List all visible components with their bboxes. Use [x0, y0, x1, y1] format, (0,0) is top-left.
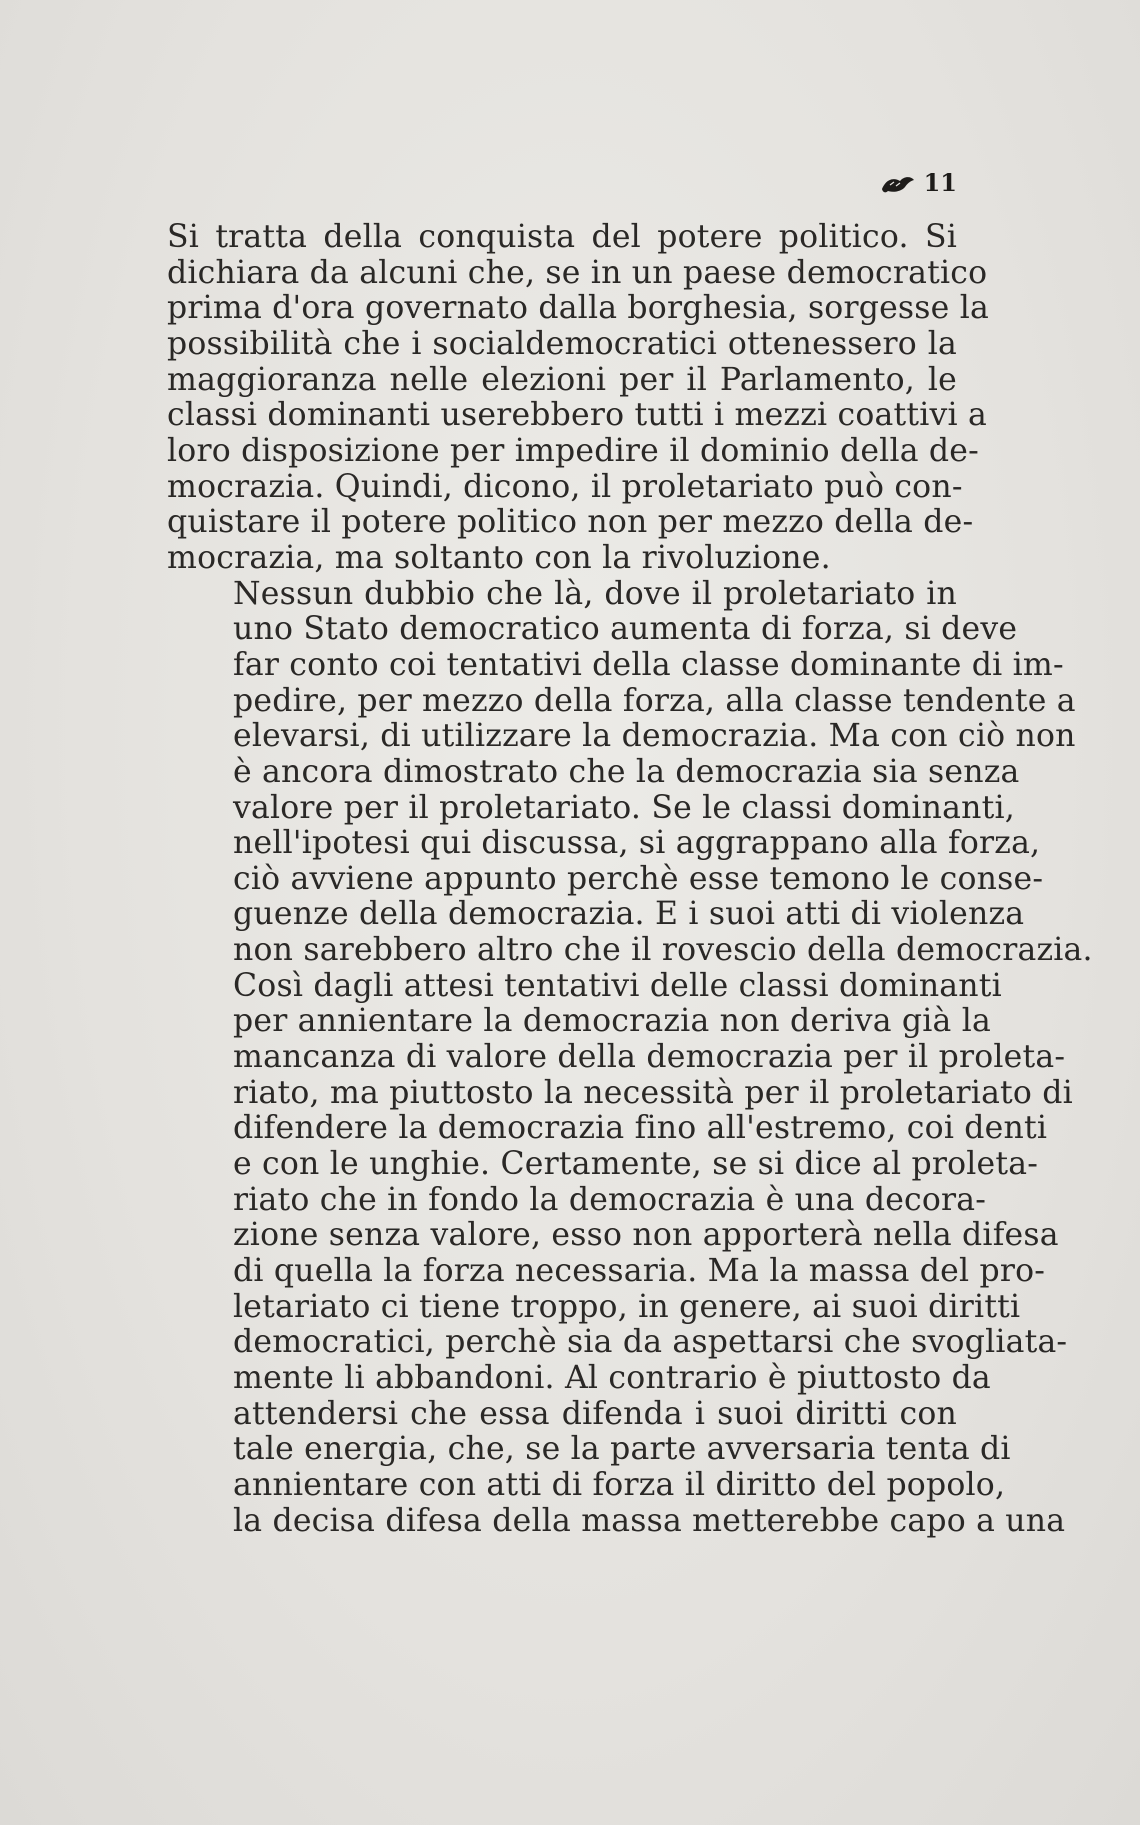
- text-line: annientare con atti di forza il diritto del popolo,: [233, 1466, 1006, 1503]
- text-line: Così dagli attesi tentativi delle classi dominanti: [233, 967, 1002, 1004]
- text-line: tale energia, che, se la parte avversaria tenta di: [233, 1431, 1011, 1468]
- text-line: ciò avviene appunto perchè esse temono le conse-: [233, 860, 1044, 897]
- text-line: Si tratta della conquista del potere politico. Si: [167, 219, 957, 255]
- text-line: difendere la democrazia fino all'estremo, coi denti: [233, 1110, 1048, 1147]
- text-line: non sarebbero altro che il rovescio della democrazia.: [233, 932, 1093, 969]
- page-header: [880, 168, 957, 197]
- text-line: letariato ci tiene troppo, in genere, ai suoi diritti: [233, 1288, 1021, 1325]
- text-line: di quella la forza necessaria. Ma la massa del pro-: [233, 1253, 1046, 1290]
- text-line: zione senza valore, esso non apporterà nella difesa: [233, 1217, 1059, 1254]
- text-line: mancanza di valore della democrazia per il proleta-: [233, 1039, 1066, 1076]
- page-number: 11: [923, 168, 957, 197]
- paragraph: [167, 967, 1073, 1540]
- text-line: la decisa difesa della massa metterebbe capo a una: [233, 1502, 1066, 1539]
- text-line: guenze della democrazia. E i suoi atti di violenza: [233, 896, 1025, 933]
- text-line: classi dominanti userebbero tutti i mezzi coattivi a: [167, 397, 987, 434]
- text-line: pedire, per mezzo della forza, alla classe tendente a: [233, 682, 1076, 719]
- text-line: possibilità che i socialdemocratici ottenessero la: [167, 325, 957, 362]
- text-line: per annientare la democrazia non deriva già la: [233, 1003, 992, 1040]
- text-line: e con le unghie. Certamente, se si dice al proleta-: [233, 1146, 1039, 1183]
- text-line: riato, ma piuttosto la necessità per il proletariato di: [233, 1074, 1073, 1111]
- text-line: elevarsi, di utilizzare la democrazia. Ma con ciò non: [233, 718, 1076, 755]
- text-line: riato che in fondo la democrazia è una decora-: [233, 1181, 987, 1218]
- text-line: è ancora dimostrato che la democrazia sia senza: [233, 753, 1020, 790]
- text-line: far conto coi tentativi della classe dominante di im-: [233, 646, 1064, 683]
- paragraph: [167, 219, 989, 577]
- text-line: maggioranza nelle elezioni per il Parlamento, le: [167, 361, 957, 398]
- text-line: quistare il potere politico non per mezzo della de-: [167, 504, 974, 541]
- fleuron-icon: [880, 172, 916, 194]
- text-line: valore per il proletariato. Se le classi dominanti,: [233, 789, 1015, 826]
- text-line: nell'ipotesi qui discussa, si aggrappano alla forza,: [233, 825, 1041, 862]
- text-line: democratici, perchè sia da aspettarsi che svogliata-: [233, 1324, 1068, 1361]
- text-line: mocrazia, ma soltanto con la rivoluzione.: [167, 539, 831, 576]
- text-line: attendersi che essa difenda i suoi diritti con: [233, 1395, 957, 1432]
- text-line: loro disposizione per impedire il dominio della de-: [167, 432, 979, 469]
- text-line: dichiara da alcuni che, se in un paese democratico: [167, 254, 988, 291]
- text-line: mocrazia. Quindi, dicono, il proletariato può con-: [167, 468, 963, 505]
- text-line: mente li abbandoni. Al contrario è piuttosto da: [233, 1360, 991, 1396]
- paragraph: [167, 575, 1093, 969]
- text-line: prima d'ora governato dalla borghesia, sorgesse la: [167, 290, 989, 327]
- text-line: Nessun dubbio che là, dove il proletariato in: [233, 575, 957, 612]
- text-line: uno Stato democratico aumenta di forza, si deve: [233, 611, 1018, 648]
- body-text: [167, 219, 1093, 1539]
